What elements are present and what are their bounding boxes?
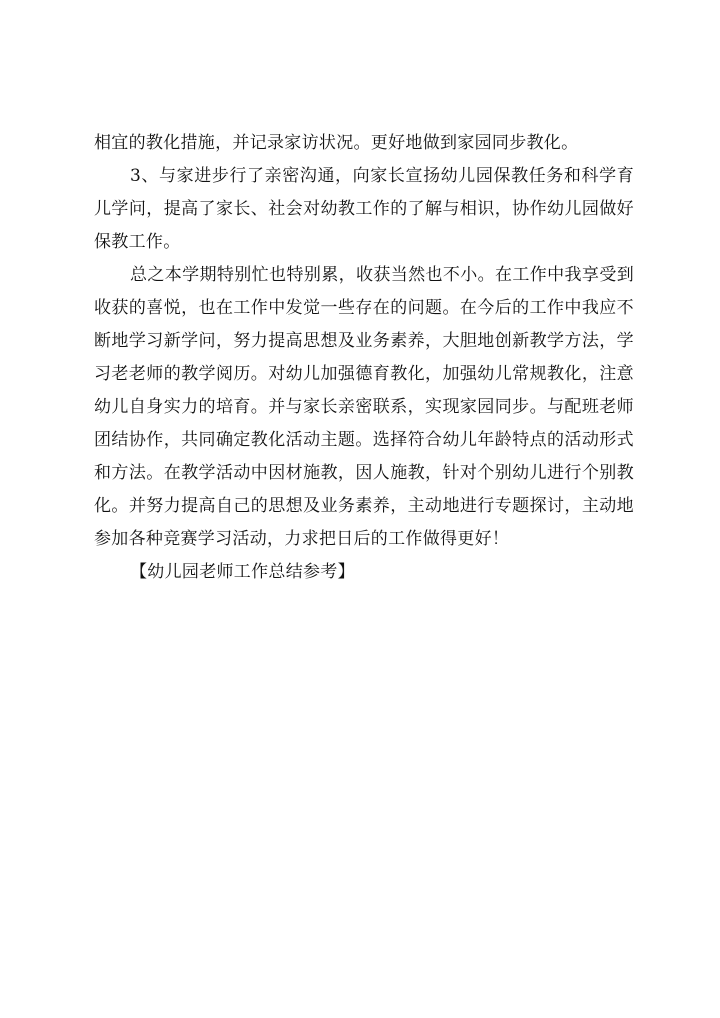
document-body xyxy=(94,127,634,589)
paragraph-parent-communication: 3、与家进步行了亲密沟通，向家长宣扬幼儿园保教任务和科学育儿学问，提高了家长、社会对幼教工作的了解与相识，协作幼儿园做好保教工作。 xyxy=(94,166,634,252)
paragraph-home-visit-end: 相宜的教化措施，并记录家访状况。更好地做到家园同步教化。 xyxy=(94,133,579,153)
paragraph-reference-title: 【幼儿园老师工作总结参考】 xyxy=(130,562,355,582)
paragraph-semester-summary: 总之本学期特别忙也特别累，收获当然也不小。在工作中我享受到收获的喜悦，也在工作中发觉一些存在的问题。在今后的工作中我应不断地学习新学问，努力提高思想及业务素养，大胆地创新教学方法，学习老老师的教学阅历。对幼儿加强德育教化，加强幼儿常规教化，注意幼儿自身实力的培育。并与家长亲密联系，实现家园同步。与配班老师团结协作，共同确定教化活动主题。选择符合幼儿年龄特点的活动形式和方法。在教学活动中因材施教，因人施教，针对个别幼儿进行个别教化。并努力提高自己的思想及业务素养，主动地进行专题探讨，主动地参加各种竞赛学习活动，力求把日后的工作做得更好！ xyxy=(94,265,634,549)
